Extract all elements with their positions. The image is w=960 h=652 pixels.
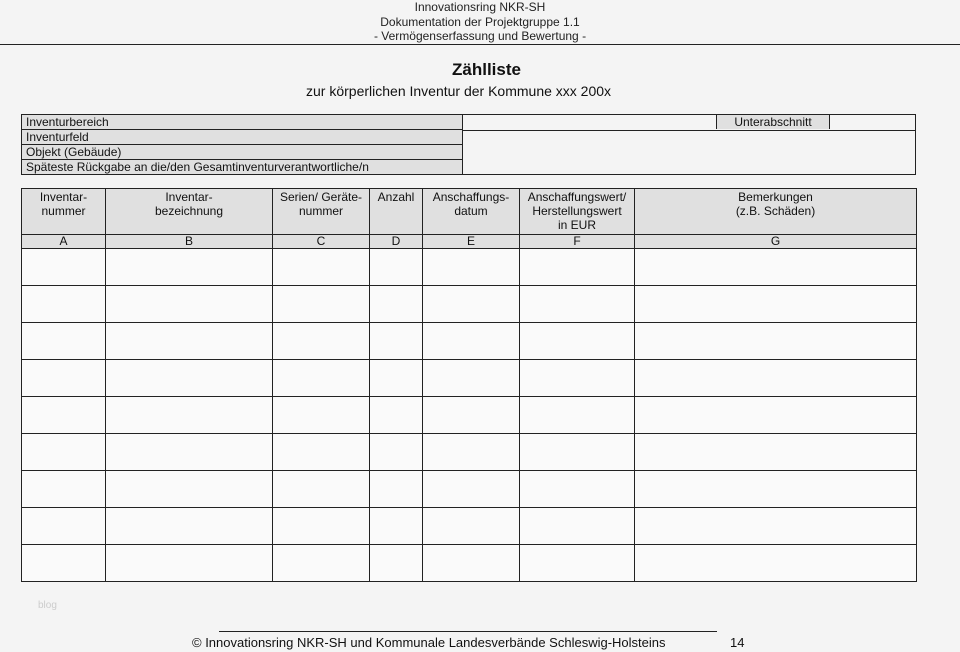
table-cell[interactable] bbox=[520, 508, 635, 545]
info-label-rueckgabe: Späteste Rückgabe an die/den Gesamtinventurverantwortliche/n bbox=[26, 160, 369, 174]
table-row bbox=[22, 471, 917, 508]
table-cell[interactable] bbox=[106, 545, 273, 582]
table-row bbox=[22, 397, 917, 434]
col-letter-c: C bbox=[273, 235, 370, 249]
table-cell[interactable] bbox=[273, 471, 370, 508]
table-cell[interactable] bbox=[22, 323, 106, 360]
table-cell[interactable] bbox=[520, 434, 635, 471]
table-cell[interactable] bbox=[370, 360, 423, 397]
table-cell[interactable] bbox=[635, 323, 917, 360]
table-row bbox=[22, 360, 917, 397]
info-label-objekt: Objekt (Gebäude) bbox=[22, 145, 462, 160]
table-cell[interactable] bbox=[520, 360, 635, 397]
table-row bbox=[22, 434, 917, 471]
table-cell[interactable] bbox=[22, 249, 106, 286]
table-cell[interactable] bbox=[106, 508, 273, 545]
page-number: 14 bbox=[730, 635, 745, 650]
table-cell[interactable] bbox=[635, 434, 917, 471]
table-row bbox=[22, 249, 917, 286]
table-cell[interactable] bbox=[423, 360, 520, 397]
table-row bbox=[22, 286, 917, 323]
table-cell[interactable] bbox=[635, 471, 917, 508]
table-cell[interactable] bbox=[22, 508, 106, 545]
info-table bbox=[21, 114, 916, 175]
footer-copyright: © Innovationsring NKR-SH und Kommunale Landesverbände Schleswig-Holsteins bbox=[192, 635, 666, 650]
col-header-anzahl: Anzahl bbox=[370, 189, 423, 235]
page-title: Zählliste bbox=[452, 60, 521, 79]
table-row bbox=[22, 545, 917, 582]
table-cell[interactable] bbox=[106, 397, 273, 434]
info-label-inventurbereich: Inventurbereich bbox=[22, 115, 462, 130]
table-cell[interactable] bbox=[273, 286, 370, 323]
info-values[interactable] bbox=[462, 115, 915, 174]
info-divider bbox=[462, 130, 915, 131]
table-cell[interactable] bbox=[370, 397, 423, 434]
table-cell[interactable] bbox=[635, 397, 917, 434]
col-letter-a: A bbox=[22, 235, 106, 249]
table-cell[interactable] bbox=[423, 508, 520, 545]
header-line-1: Innovationsring NKR-SH bbox=[414, 0, 546, 14]
info-labels bbox=[22, 115, 463, 174]
footer-rule bbox=[219, 631, 717, 632]
table-cell[interactable] bbox=[520, 545, 635, 582]
table-cell[interactable] bbox=[370, 434, 423, 471]
table-cell[interactable] bbox=[370, 508, 423, 545]
info-label-inventurfeld: Inventurfeld bbox=[22, 130, 462, 145]
table-cell[interactable] bbox=[635, 360, 917, 397]
table-cell[interactable] bbox=[273, 434, 370, 471]
table-cell[interactable] bbox=[423, 397, 520, 434]
col-header-anschaffungswert: Anschaffungswert/ Herstellungswert in EUR bbox=[520, 189, 635, 235]
table-cell[interactable] bbox=[22, 286, 106, 323]
table-cell[interactable] bbox=[22, 545, 106, 582]
col-letter-e: E bbox=[423, 235, 520, 249]
table-row bbox=[22, 508, 917, 545]
table-cell[interactable] bbox=[22, 434, 106, 471]
table-cell[interactable] bbox=[635, 286, 917, 323]
table-row bbox=[22, 323, 917, 360]
table-cell[interactable] bbox=[635, 545, 917, 582]
table-cell[interactable] bbox=[520, 286, 635, 323]
header-line-2: Dokumentation der Projektgruppe 1.1 bbox=[380, 14, 580, 29]
table-cell[interactable] bbox=[273, 508, 370, 545]
col-header-inventarnummer: Inventar- nummer bbox=[22, 189, 106, 235]
table-cell[interactable] bbox=[423, 249, 520, 286]
table-cell[interactable] bbox=[22, 471, 106, 508]
col-header-inventarbezeichnung: Inventar- bezeichnung bbox=[106, 189, 273, 235]
table-cell[interactable] bbox=[520, 249, 635, 286]
col-header-anschaffungsdatum: Anschaffungs- datum bbox=[423, 189, 520, 235]
col-letter-b: B bbox=[106, 235, 273, 249]
table-cell[interactable] bbox=[635, 249, 917, 286]
table-cell[interactable] bbox=[423, 286, 520, 323]
col-header-seriennummer: Serien/ Geräte- nummer bbox=[273, 189, 370, 235]
table-cell[interactable] bbox=[423, 545, 520, 582]
col-letter-g: G bbox=[635, 235, 917, 249]
col-letter-d: D bbox=[370, 235, 423, 249]
table-cell[interactable] bbox=[520, 323, 635, 360]
table-cell[interactable] bbox=[635, 508, 917, 545]
count-list-table bbox=[21, 188, 917, 582]
table-cell[interactable] bbox=[273, 249, 370, 286]
table-cell[interactable] bbox=[370, 249, 423, 286]
table-cell[interactable] bbox=[520, 471, 635, 508]
table-cell[interactable] bbox=[273, 323, 370, 360]
table-cell[interactable] bbox=[106, 286, 273, 323]
table-cell[interactable] bbox=[106, 323, 273, 360]
table-cell[interactable] bbox=[22, 397, 106, 434]
table-cell[interactable] bbox=[273, 360, 370, 397]
document-header bbox=[0, 0, 960, 45]
table-cell[interactable] bbox=[106, 434, 273, 471]
page-subtitle: zur körperlichen Inventur der Kommune xxx 200x bbox=[306, 83, 612, 99]
table-cell[interactable] bbox=[423, 323, 520, 360]
table-cell[interactable] bbox=[370, 545, 423, 582]
table-cell[interactable] bbox=[423, 434, 520, 471]
table-cell[interactable] bbox=[520, 397, 635, 434]
unterabschnitt-label: Unterabschnitt bbox=[716, 115, 830, 129]
watermark-text: blog bbox=[38, 600, 57, 611]
table-cell[interactable] bbox=[370, 323, 423, 360]
table-cell[interactable] bbox=[106, 471, 273, 508]
col-letter-f: F bbox=[520, 235, 635, 249]
table-cell[interactable] bbox=[370, 286, 423, 323]
table-cell[interactable] bbox=[106, 360, 273, 397]
col-header-bemerkungen: Bemerkungen (z.B. Schäden) bbox=[635, 189, 917, 235]
header-line-3: - Vermögenserfassung und Bewertung - bbox=[373, 29, 587, 43]
table-cell[interactable] bbox=[273, 545, 370, 582]
table-cell[interactable] bbox=[273, 397, 370, 434]
table-cell[interactable] bbox=[22, 360, 106, 397]
table-cell[interactable] bbox=[423, 471, 520, 508]
table-cell[interactable] bbox=[370, 471, 423, 508]
table-cell[interactable] bbox=[106, 249, 273, 286]
